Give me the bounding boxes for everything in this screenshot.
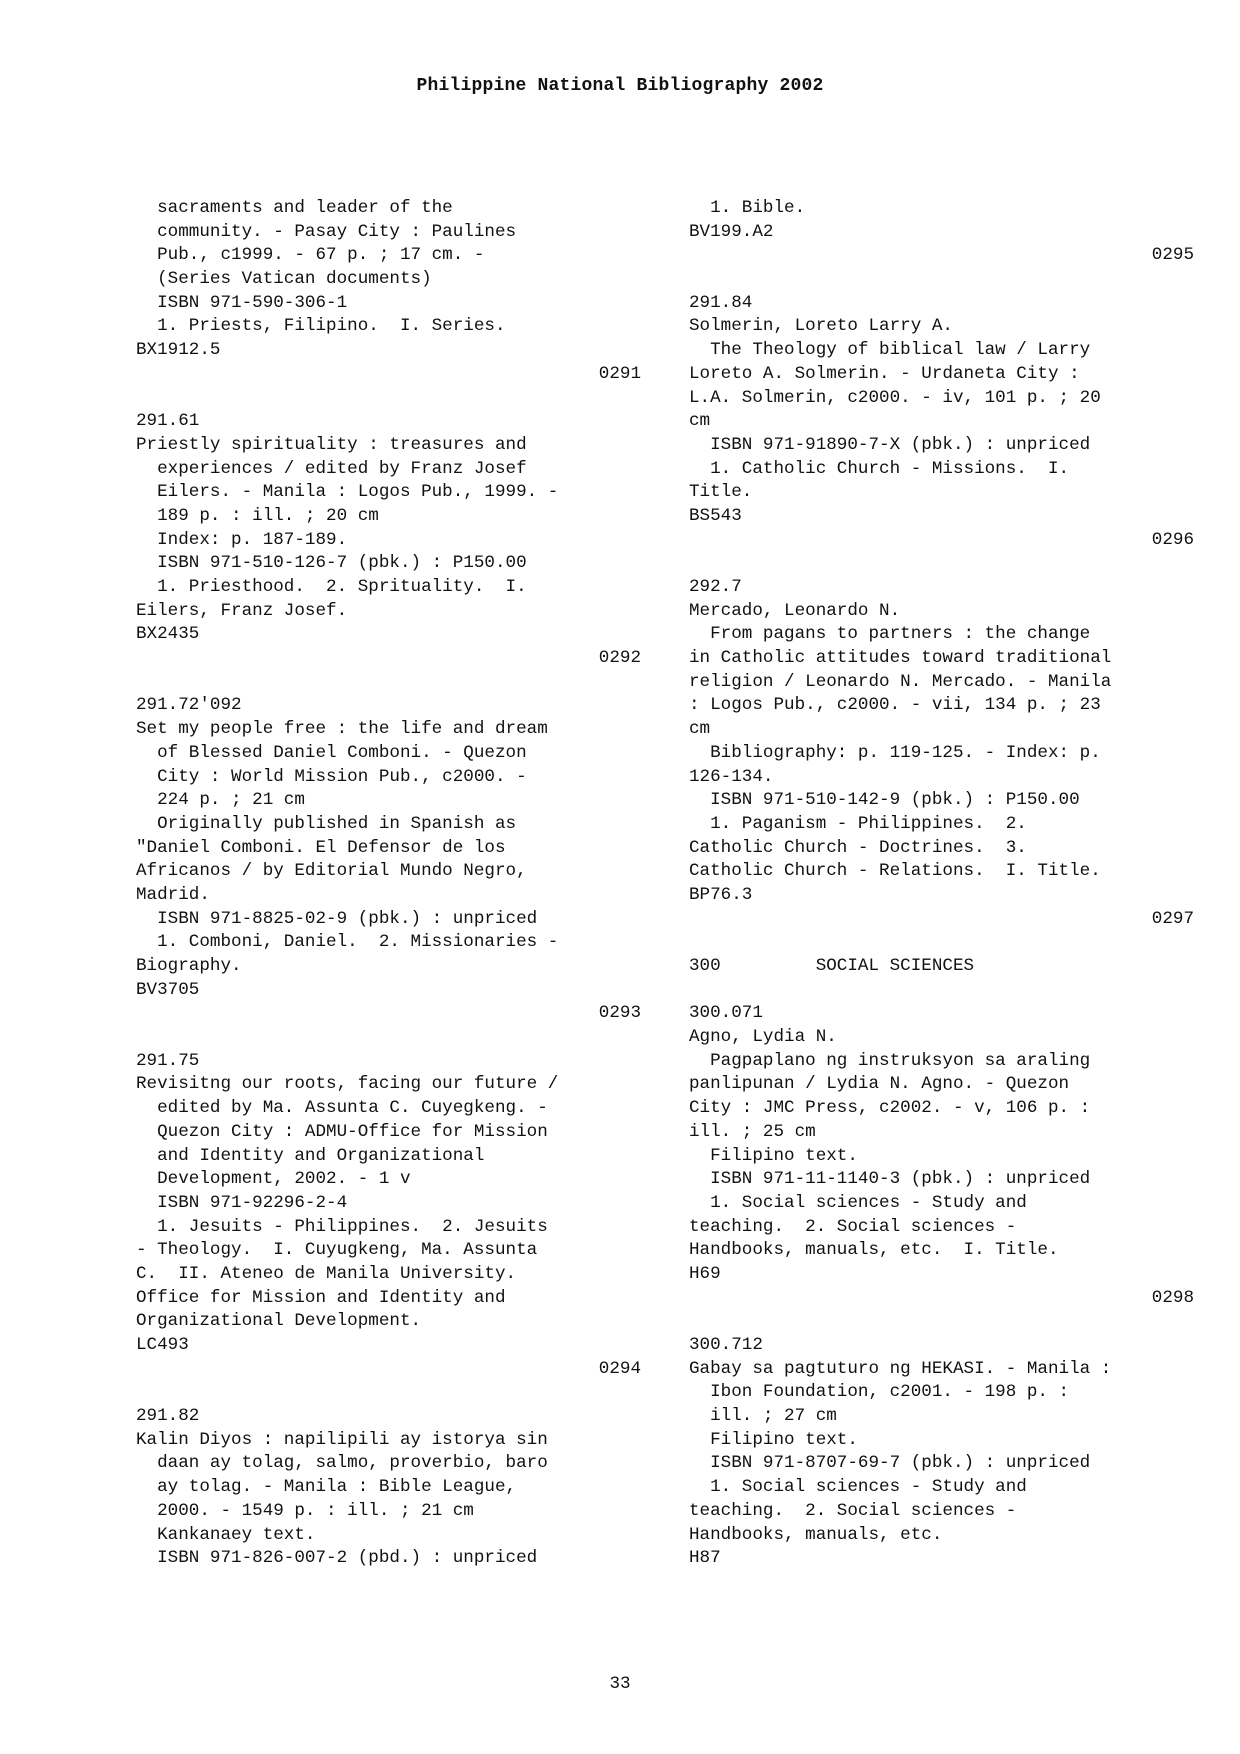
bibliography-line: City : World Mission Pub., c2000. - <box>136 766 527 787</box>
bibliography-line: Biography. <box>136 956 242 976</box>
bibliography-line: Agno, Lydia N. <box>689 1027 837 1048</box>
bibliography-column-left <box>136 197 641 1571</box>
bibliography-line: (Series Vatican documents) <box>136 269 432 290</box>
bibliography-line: and Identity and Organizational <box>136 1145 485 1166</box>
bibliography-line: Filipino text. <box>689 1429 858 1450</box>
bibliography-line: Pagpaplano ng instruksyon sa araling <box>689 1050 1091 1071</box>
bibliography-line: "Daniel Comboni. El Defensor de los <box>136 837 506 858</box>
bibliography-line: ISBN 971-92296-2-4 <box>136 1192 348 1213</box>
bibliography-line: ISBN 971-91890-7-X (pbk.) : unpriced <box>689 434 1091 455</box>
bibliography-line <box>689 931 1194 955</box>
bibliography-line: cm <box>689 719 711 740</box>
bibliography-line: Catholic Church - Relations. I. Title. <box>689 861 1101 882</box>
bibliography-line: 1. Catholic Church - Missions. I. <box>689 458 1070 479</box>
bibliography-line: teaching. 2. Social sciences - <box>689 1500 1017 1521</box>
bibliography-line: Office for Mission and Identity and <box>136 1287 506 1308</box>
bibliography-line: 291.75 <box>136 1050 200 1071</box>
bibliography-line: 224 p. ; 21 cm <box>136 790 305 811</box>
bibliography-line: edited by Ma. Assunta C. Cuyegkeng. - <box>136 1098 548 1119</box>
bibliography-line: 1. Bible. <box>689 198 806 218</box>
entry-number: 0291 <box>598 363 641 384</box>
bibliography-line: 300.071 <box>689 1003 763 1024</box>
bibliography-line: Mercado, Leonardo N. <box>689 600 901 621</box>
bibliography-line: City : JMC Press, c2002. - v, 106 p. : <box>689 1098 1091 1119</box>
bibliography-line: BX1912.5 <box>136 340 221 361</box>
bibliography-line: 291.61 <box>136 411 200 432</box>
bibliography-line: From pagans to partners : the change <box>689 624 1091 645</box>
bibliography-line: sacraments and leader of the <box>136 198 453 218</box>
bibliography-line: Eilers. - Manila : Logos Pub., 1999. - <box>136 482 559 503</box>
bibliography-line: 189 p. : ill. ; 20 cm <box>136 505 379 526</box>
bibliography-line: in Catholic attitudes toward traditional <box>689 648 1112 669</box>
bibliography-line: BX2435 <box>136 624 200 645</box>
bibliography-line: ISBN 971-590-306-1 <box>136 292 348 313</box>
bibliography-line: Loreto A. Solmerin. - Urdaneta City : <box>689 363 1080 384</box>
bibliography-line <box>136 387 641 411</box>
bibliography-line <box>136 1381 641 1405</box>
bibliography-line: ill. ; 27 cm <box>689 1406 837 1427</box>
bibliography-line: cm <box>689 411 711 432</box>
bibliography-line: 2000. - 1549 p. : ill. ; 21 cm <box>136 1500 474 1521</box>
bibliography-line: Organizational Development. <box>136 1311 422 1332</box>
bibliography-line: Index: p. 187-189. <box>136 529 348 550</box>
bibliography-line: BP76.3 <box>689 884 753 905</box>
bibliography-line <box>689 268 1194 292</box>
bibliography-line: religion / Leonardo N. Mercado. - Manila <box>689 671 1112 692</box>
bibliography-line: Kankanaey text. <box>136 1524 316 1545</box>
bibliography-line: ISBN 971-510-126-7 (pbk.) : P150.00 <box>136 553 527 574</box>
bibliography-line: Revisitng our roots, facing our future / <box>136 1074 559 1095</box>
bibliography-line <box>136 1026 641 1050</box>
bibliography-line: 1. Social sciences - Study and <box>689 1477 1027 1498</box>
bibliography-line: Kalin Diyos : napilipili ay istorya sin <box>136 1429 548 1450</box>
bibliography-line <box>689 1310 1194 1334</box>
bibliography-line: L.A. Solmerin, c2000. - iv, 101 p. ; 20 <box>689 387 1101 408</box>
bibliography-line: Filipino text. <box>689 1145 858 1166</box>
bibliography-line <box>689 552 1194 576</box>
bibliography-line: Bibliography: p. 119-125. - Index: p. <box>689 742 1101 763</box>
bibliography-line: Handbooks, manuals, etc. I. Title. <box>689 1240 1059 1261</box>
entry-number: 0298 <box>1151 1287 1194 1308</box>
entry-number: 0293 <box>598 1003 641 1024</box>
bibliography-line: Handbooks, manuals, etc. <box>689 1524 943 1545</box>
bibliography-line: Set my people free : the life and dream <box>136 719 548 740</box>
bibliography-line: 1. Priesthood. 2. Sprituality. I. <box>136 577 527 597</box>
bibliography-line: of Blessed Daniel Comboni. - Quezon <box>136 742 527 763</box>
bibliography-line: Ibon Foundation, c2001. - 198 p. : <box>689 1382 1070 1403</box>
bibliography-line: Priestly spirituality : treasures and <box>136 434 527 455</box>
bibliography-line: ay tolag. - Manila : Bible League, <box>136 1477 517 1498</box>
entry-number: 0297 <box>1151 908 1194 929</box>
bibliography-line: Originally published in Spanish as <box>136 813 517 834</box>
bibliography-line: 291.82 <box>136 1406 200 1427</box>
bibliography-line: ISBN 971-8825-02-9 (pbk.) : unpriced <box>136 908 538 929</box>
bibliography-line: 126-134. <box>689 766 774 787</box>
bibliography-line: Catholic Church - Doctrines. 3. <box>689 837 1027 858</box>
bibliography-line: H69 <box>689 1263 721 1284</box>
bibliography-line: Gabay sa pagtuturo ng HEKASI. - Manila : <box>689 1358 1112 1379</box>
bibliography-line: 1. Paganism - Philippines. 2. <box>689 813 1027 834</box>
entry-number: 0296 <box>1151 529 1194 550</box>
bibliography-line <box>689 979 1194 1003</box>
bibliography-line: BV3705 <box>136 979 200 1000</box>
bibliography-line: Quezon City : ADMU-Office for Mission <box>136 1121 548 1142</box>
bibliography-line: 291.72'092 <box>136 695 242 716</box>
bibliography-line: ISBN 971-510-142-9 (pbk.) : P150.00 <box>689 790 1080 811</box>
bibliography-line: panlipunan / Lydia N. Agno. - Quezon <box>689 1074 1070 1095</box>
bibliography-line: 1. Comboni, Daniel. 2. Missionaries - <box>136 932 559 953</box>
bibliography-line: Madrid. <box>136 884 210 905</box>
bibliography-line: Africanos / by Editorial Mundo Negro, <box>136 861 527 882</box>
bibliography-line: ISBN 971-11-1140-3 (pbk.) : unpriced <box>689 1169 1091 1190</box>
bibliography-line: daan ay tolag, salmo, proverbio, baro <box>136 1453 548 1474</box>
bibliography-line: 1. Jesuits - Philippines. 2. Jesuits <box>136 1216 548 1237</box>
bibliography-line: 1. Priests, Filipino. I. Series. <box>136 316 506 337</box>
bibliography-line: LC493 <box>136 1335 189 1355</box>
bibliography-line: Solmerin, Loreto Larry A. <box>689 316 953 337</box>
bibliography-line: 292.7 <box>689 577 742 597</box>
bibliography-line: BS543 <box>689 505 742 526</box>
bibliography-line: Development, 2002. - 1 v <box>136 1169 411 1190</box>
bibliography-line: Title. <box>689 482 753 503</box>
bibliography-line <box>136 671 641 695</box>
bibliography-line: 1. Social sciences - Study and <box>689 1192 1027 1213</box>
bibliography-line: The Theology of biblical law / Larry <box>689 340 1091 361</box>
bibliography-line: Pub., c1999. - 67 p. ; 17 cm. - <box>136 245 485 266</box>
bibliography-line: : Logos Pub., c2000. - vii, 134 p. ; 23 <box>689 695 1101 716</box>
page-title: Philippine National Bibliography 2002 <box>416 76 824 96</box>
bibliography-line: C. II. Ateneo de Manila University. <box>136 1263 517 1284</box>
bibliography-line: ISBN 971-8707-69-7 (pbk.) : unpriced <box>689 1453 1091 1474</box>
bibliography-line: - Theology. I. Cuyugkeng, Ma. Assunta <box>136 1240 538 1261</box>
bibliography-line: 300.712 <box>689 1335 763 1355</box>
entry-number: 0292 <box>598 648 641 669</box>
bibliography-line: 300 SOCIAL SCIENCES <box>689 956 975 976</box>
entry-number: 0294 <box>598 1358 641 1379</box>
bibliography-line: teaching. 2. Social sciences - <box>689 1216 1017 1237</box>
bibliography-line: H87 <box>689 1548 721 1569</box>
bibliography-line: ill. ; 25 cm <box>689 1121 816 1142</box>
entry-number: 0295 <box>1151 245 1194 266</box>
page-number: 33 <box>609 1674 631 1694</box>
bibliography-line: ISBN 971-826-007-2 (pbd.) : unpriced <box>136 1548 538 1569</box>
bibliography-line: community. - Pasay City : Paulines <box>136 221 517 242</box>
bibliography-line: BV199.A2 <box>689 221 774 242</box>
bibliography-line: Eilers, Franz Josef. <box>136 600 348 621</box>
bibliography-column-right <box>689 197 1194 1571</box>
bibliography-line: 291.84 <box>689 292 753 313</box>
bibliography-line: experiences / edited by Franz Josef <box>136 458 527 479</box>
